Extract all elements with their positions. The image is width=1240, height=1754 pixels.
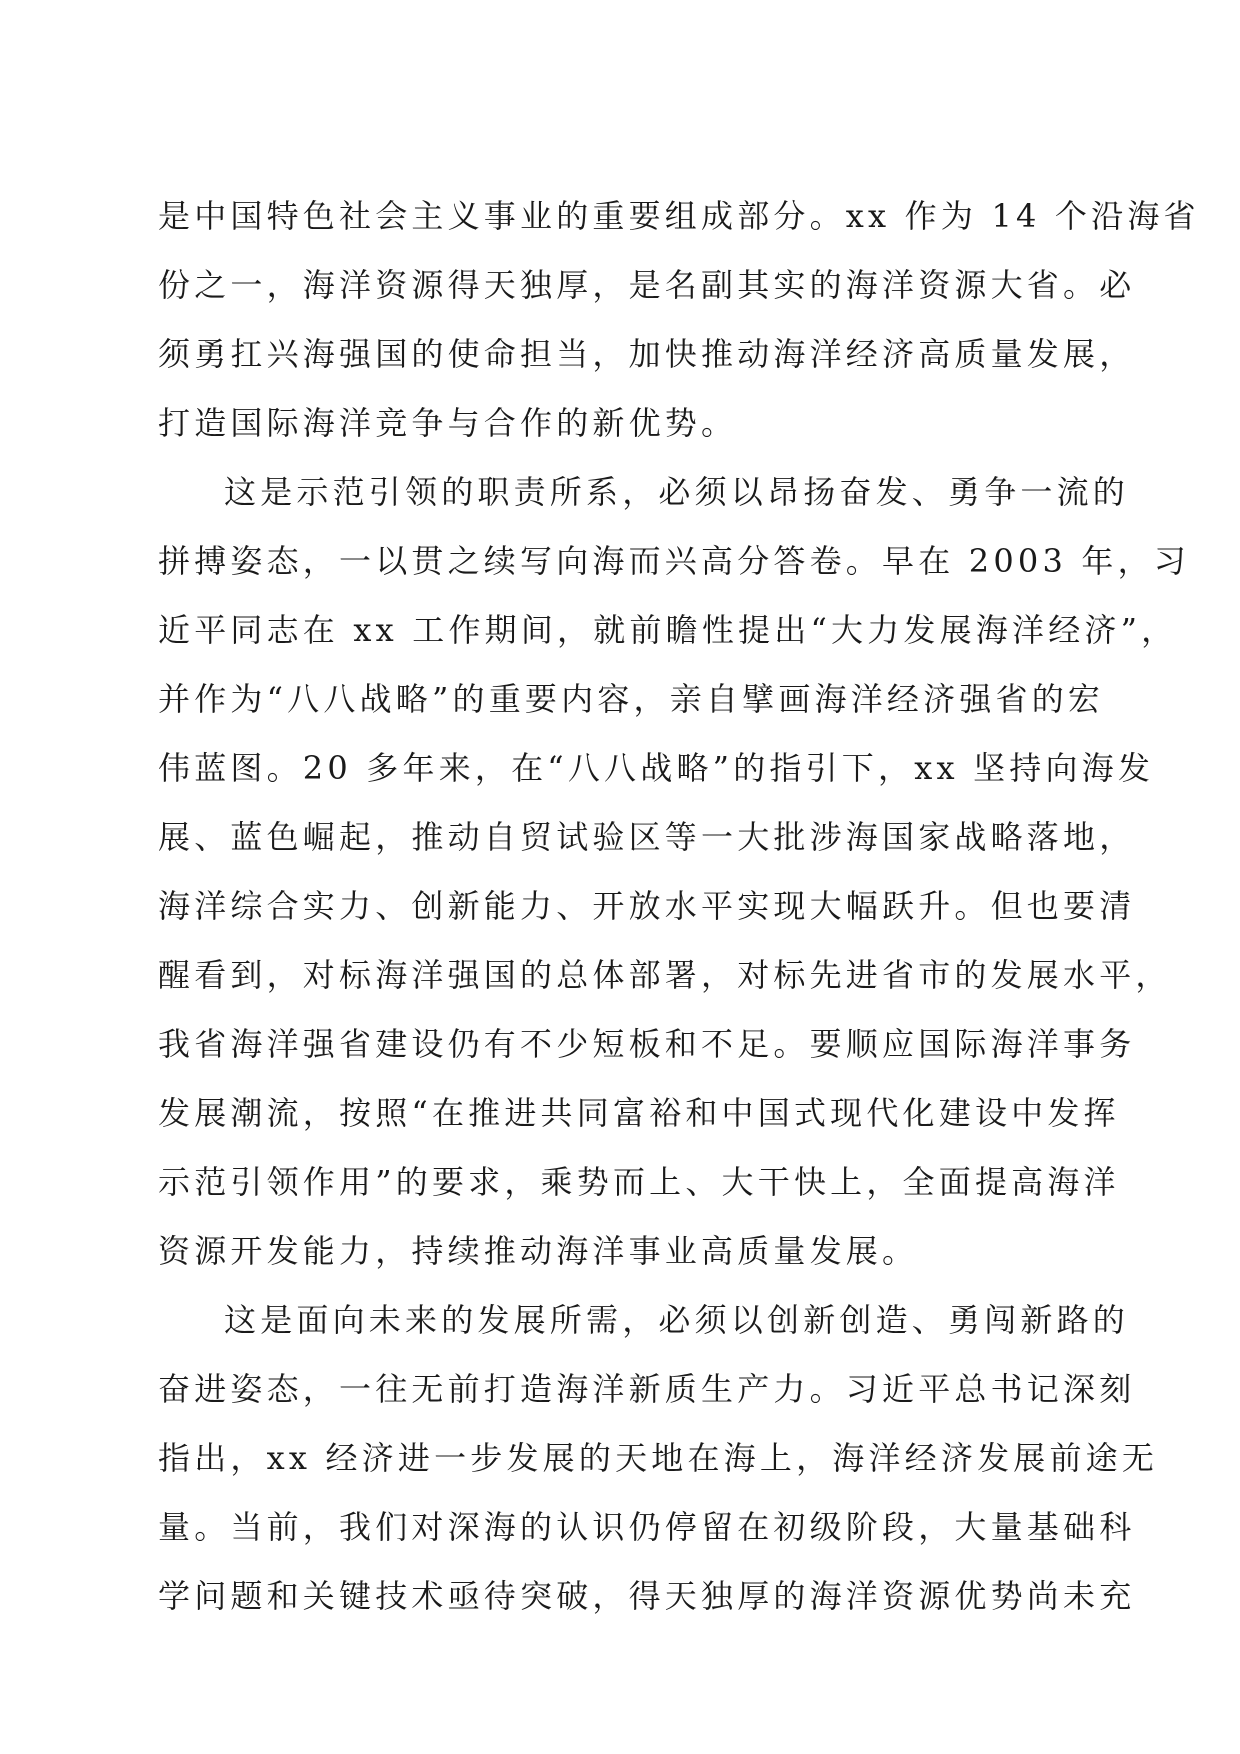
paragraph-3-first-line: 这是面向未来的发展所需，必须以创新创造、勇闯新路的 <box>224 1301 1130 1339</box>
text-line-13: 我省海洋强省建设仍有不少短板和不足。要顺应国际海洋事务 <box>158 1025 1136 1063</box>
text-line-10: 展、蓝色崛起，推动自贸试验区等一大批涉海国家战略落地， <box>158 818 1136 856</box>
text-line-18: 奋进姿态，一往无前打造海洋新质生产力。习近平总书记深刻 <box>158 1370 1136 1408</box>
text-line-6: 拼搏姿态，一以贯之续写向海而兴高分答卷。早在 2003 年，习 <box>158 542 1190 580</box>
text-line-3: 须勇扛兴海强国的使命担当，加快推动海洋经济高质量发展， <box>158 335 1136 373</box>
text-line-2: 份之一，海洋资源得天独厚，是名副其实的海洋资源大省。必 <box>158 266 1136 304</box>
body-text <box>158 182 1200 1631</box>
text-line-7: 近平同志在 xx 工作期间，就前瞻性提出“大力发展海洋经济”， <box>158 611 1178 649</box>
text-line-11: 海洋综合实力、创新能力、开放水平实现大幅跃升。但也要清 <box>158 887 1136 925</box>
text-line-21: 学问题和关键技术亟待突破，得天独厚的海洋资源优势尚未充 <box>158 1577 1136 1615</box>
paragraph-2-first-line: 这是示范引领的职责所系，必须以昂扬奋发、勇争一流的 <box>224 473 1130 511</box>
text-line-1: 是中国特色社会主义事业的重要组成部分。xx 作为 14 个沿海省 <box>158 197 1200 235</box>
text-line-4: 打造国际海洋竞争与合作的新优势。 <box>158 404 738 442</box>
text-line-9: 伟蓝图。20 多年来，在“八八战略”的指引下，xx 坚持向海发 <box>158 749 1155 787</box>
text-line-19: 指出，xx 经济进一步发展的天地在海上，海洋经济发展前途无 <box>158 1439 1159 1477</box>
text-line-14: 发展潮流，按照“在推进共同富裕和中国式现代化建设中发挥 <box>158 1094 1120 1132</box>
text-line-16: 资源开发能力，持续推动海洋事业高质量发展。 <box>158 1232 919 1270</box>
text-line-20: 量。当前，我们对深海的认识仍停留在初级阶段，大量基础科 <box>158 1508 1136 1546</box>
text-line-8: 并作为“八八战略”的重要内容，亲自擘画海洋经济强省的宏 <box>158 680 1105 718</box>
text-line-12: 醒看到，对标海洋强国的总体部署，对标先进省市的发展水平， <box>158 956 1172 994</box>
text-line-15: 示范引领作用”的要求，乘势而上、大干快上，全面提高海洋 <box>158 1163 1120 1201</box>
